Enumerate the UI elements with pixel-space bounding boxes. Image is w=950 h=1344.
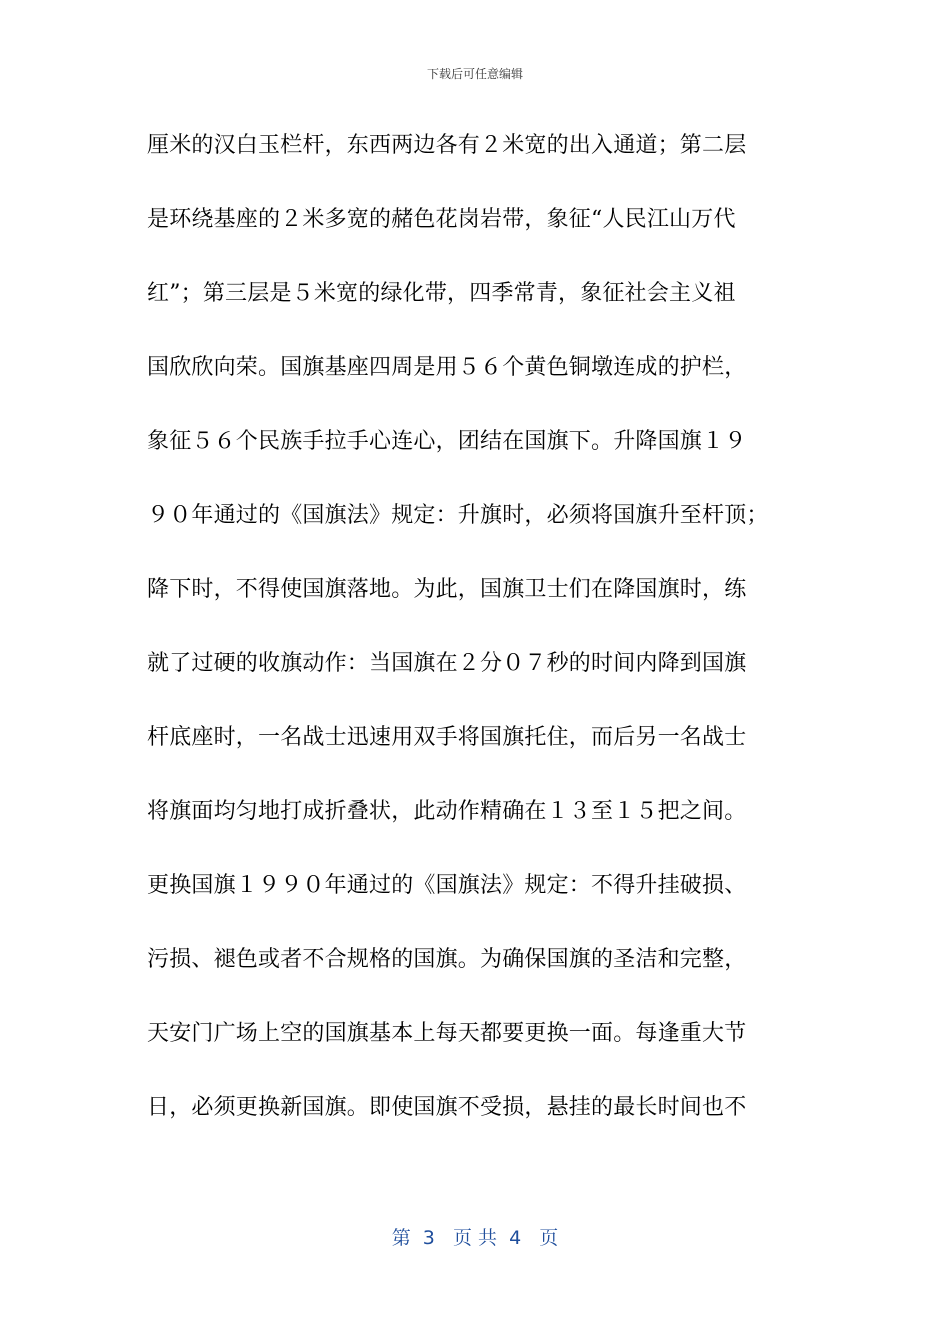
page-header: 下载后可任意编辑 [426, 67, 523, 81]
text-line: 日，必须更换新国旗。即使国旗不受损，悬挂的最长时间也不 [147, 1095, 747, 1120]
page-footer [0, 1225, 950, 1251]
page-number-label: 第 3 页 共 4 页 [391, 1227, 559, 1249]
text-line: 杆底座时，一名战士迅速用双手将国旗托住，而后另一名战士 [147, 725, 747, 750]
text-line: 天安门广场上空的国旗基本上每天都要更换一面。每逢重大节 [147, 1021, 747, 1046]
text-line: 厘米的汉白玉栏杆，东西两边各有２米宽的出入通道；第二层 [147, 133, 747, 158]
text-line: 降下时，不得使国旗落地。为此，国旗卫士们在降国旗时，练 [147, 577, 747, 602]
text-line: 红”；第三层是５米宽的绿化带，四季常青，象征社会主义祖 [147, 281, 736, 306]
text-line: 就了过硬的收旗动作：当国旗在２分０７秒的时间内降到国旗 [147, 651, 747, 676]
text-line: 将旗面均匀地打成折叠状，此动作精确在１３至１５把之间。 [147, 799, 747, 824]
text-line: 更换国旗１９９０年通过的《国旗法》规定：不得升挂破损、 [147, 873, 747, 898]
text-line: 污损、褪色或者不合规格的国旗。为确保国旗的圣洁和完整， [147, 947, 747, 972]
text-line: ９０年通过的《国旗法》规定：升旗时，必须将国旗升至杆顶； [147, 503, 769, 528]
text-line: 象征５６个民族手拉手心连心，团结在国旗下。升降国旗１９ [147, 429, 747, 454]
text-line: 是环绕基座的２米多宽的赭色花岗岩带，象征“人民江山万代 [147, 207, 736, 232]
body-text [147, 127, 827, 1163]
text-line: 国欣欣向荣。国旗基座四周是用５６个黄色铜墩连成的护栏， [147, 355, 747, 380]
